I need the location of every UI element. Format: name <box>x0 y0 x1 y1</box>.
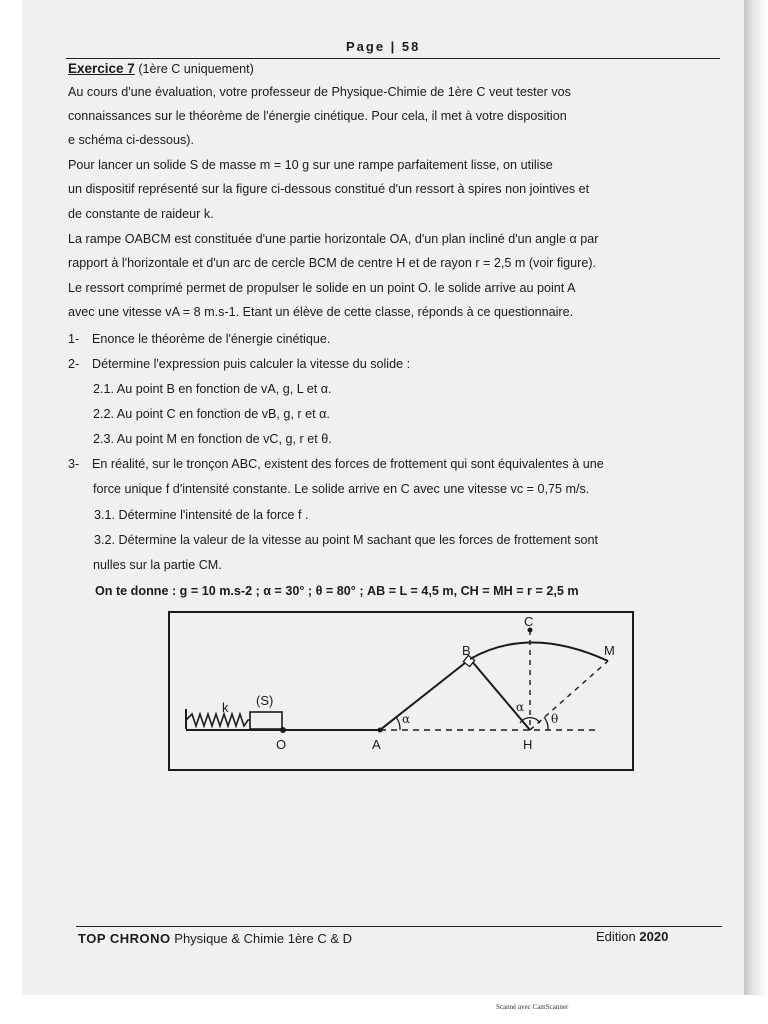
solid-block <box>250 712 282 729</box>
label-alpha-H: α <box>516 700 525 714</box>
header-rule <box>66 58 720 59</box>
sub-question: 3.1. Détermine l'intensité de la force f . <box>94 508 309 522</box>
question-number: 2- <box>68 357 80 371</box>
question-3 <box>68 456 724 472</box>
sub-question-cont: nulles sur la partie CM. <box>93 558 222 572</box>
footer-brand: TOP CHRONO <box>78 931 171 946</box>
figure-frame <box>169 612 633 770</box>
question-number: 1- <box>68 332 80 346</box>
alpha-arc <box>396 717 400 730</box>
sub-question: 2.2. Au point C en fonction de vB, g, r et α. <box>93 407 330 421</box>
question-text: Enonce le théorème de l'énergie cinétique. <box>92 332 331 346</box>
footer-rule <box>76 926 722 927</box>
exercise-heading <box>68 61 724 77</box>
label-A: A <box>372 737 381 752</box>
ramp-diagram <box>168 611 634 771</box>
label-O: O <box>276 737 287 752</box>
intro-line: La rampe OABCM est constituée d'une partie horizontale OA, d'un plan incliné d'un angle α par <box>68 232 599 246</box>
sub-question: 3.2. Détermine la valeur de la vitesse au point M sachant que les forces de frottement sont <box>94 533 599 547</box>
label-k: k <box>222 700 229 715</box>
footer-subject: Physique & Chimie 1ère C & D <box>174 931 353 946</box>
question-number: 3- <box>68 457 80 471</box>
question-3-line2: force unique f d'intensité constante. Le solide arrive en C avec une vitesse vc = 0,75 m/s. <box>93 482 590 496</box>
intro-line: connaissances sur le théorème de l'énergie cinétique. Pour cela, il met à votre disposition <box>68 109 567 123</box>
intro-line: Au cours d'une évaluation, votre professeur de Physique-Chimie de 1ère C veut tester vos <box>68 85 571 99</box>
exercise-subtitle: (1ère C uniquement) <box>138 62 254 76</box>
label-S: (S) <box>256 693 274 708</box>
intro-line: Pour lancer un solide S de masse m = 10 g sur une rampe parfaitement lisse, on utilise <box>68 158 553 172</box>
document-page <box>22 0 744 995</box>
intro-line: e schéma ci-dessous). <box>68 133 194 147</box>
page-header: Page | 58 <box>346 39 421 54</box>
theta-arc <box>544 717 548 730</box>
exercise-title: Exercice 7 <box>68 61 135 76</box>
intro-line: un dispositif représenté sur la figure ci-dessous constitué d'un ressort à spires non jointives et <box>68 182 590 196</box>
line-MH <box>530 661 608 730</box>
intro-line: rapport à l'horizontale et d'un arc de cercle BCM de centre H et de rayon r = 2,5 m (voir figure). <box>68 256 597 270</box>
label-M: M <box>604 643 615 658</box>
label-H: H <box>523 737 533 752</box>
question-text: En réalité, sur le tronçon ABC, existent des forces de frottement qui sont équivalentes à une <box>92 457 604 471</box>
question-1 <box>68 331 724 347</box>
scanner-watermark: Scanné avec CamScanner <box>496 1003 569 1011</box>
footer-edition <box>596 929 668 944</box>
intro-line: Le ressort comprimé permet de propulser le solide en un point O. le solide arrive au point A <box>68 281 576 295</box>
footer-edition-year: 2020 <box>639 929 669 944</box>
sub-question: 2.1. Au point B en fonction de vA, g, L et α. <box>93 382 332 396</box>
question-text: Détermine l'expression puis calculer la vitesse du solide : <box>92 357 411 371</box>
arc-BCM <box>470 642 608 661</box>
given-data: On te donne : g = 10 m.s-2 ; α = 30° ; θ = 80° ; AB = L = 4,5 m, CH = MH = r = 2,5 m <box>95 584 579 598</box>
label-theta: θ <box>551 712 559 726</box>
spring <box>186 714 250 726</box>
intro-line: de constante de raideur k. <box>68 207 214 221</box>
point-O-dot <box>280 727 286 733</box>
label-C: C <box>524 614 534 629</box>
label-B: B <box>462 643 471 658</box>
label-alpha: α <box>402 712 411 726</box>
line-BH <box>470 659 530 730</box>
footer-edition-label: Edition <box>596 929 636 944</box>
incline-AB <box>380 659 470 730</box>
sub-question: 2.3. Au point M en fonction de vC, g, r et θ. <box>93 432 332 446</box>
footer-left <box>78 931 352 946</box>
question-2 <box>68 356 724 372</box>
page-edge-shadow <box>744 0 768 995</box>
intro-line: avec une vitesse vA = 8 m.s-1. Etant un élève de cette classe, réponds à ce questionnaire. <box>68 305 574 319</box>
